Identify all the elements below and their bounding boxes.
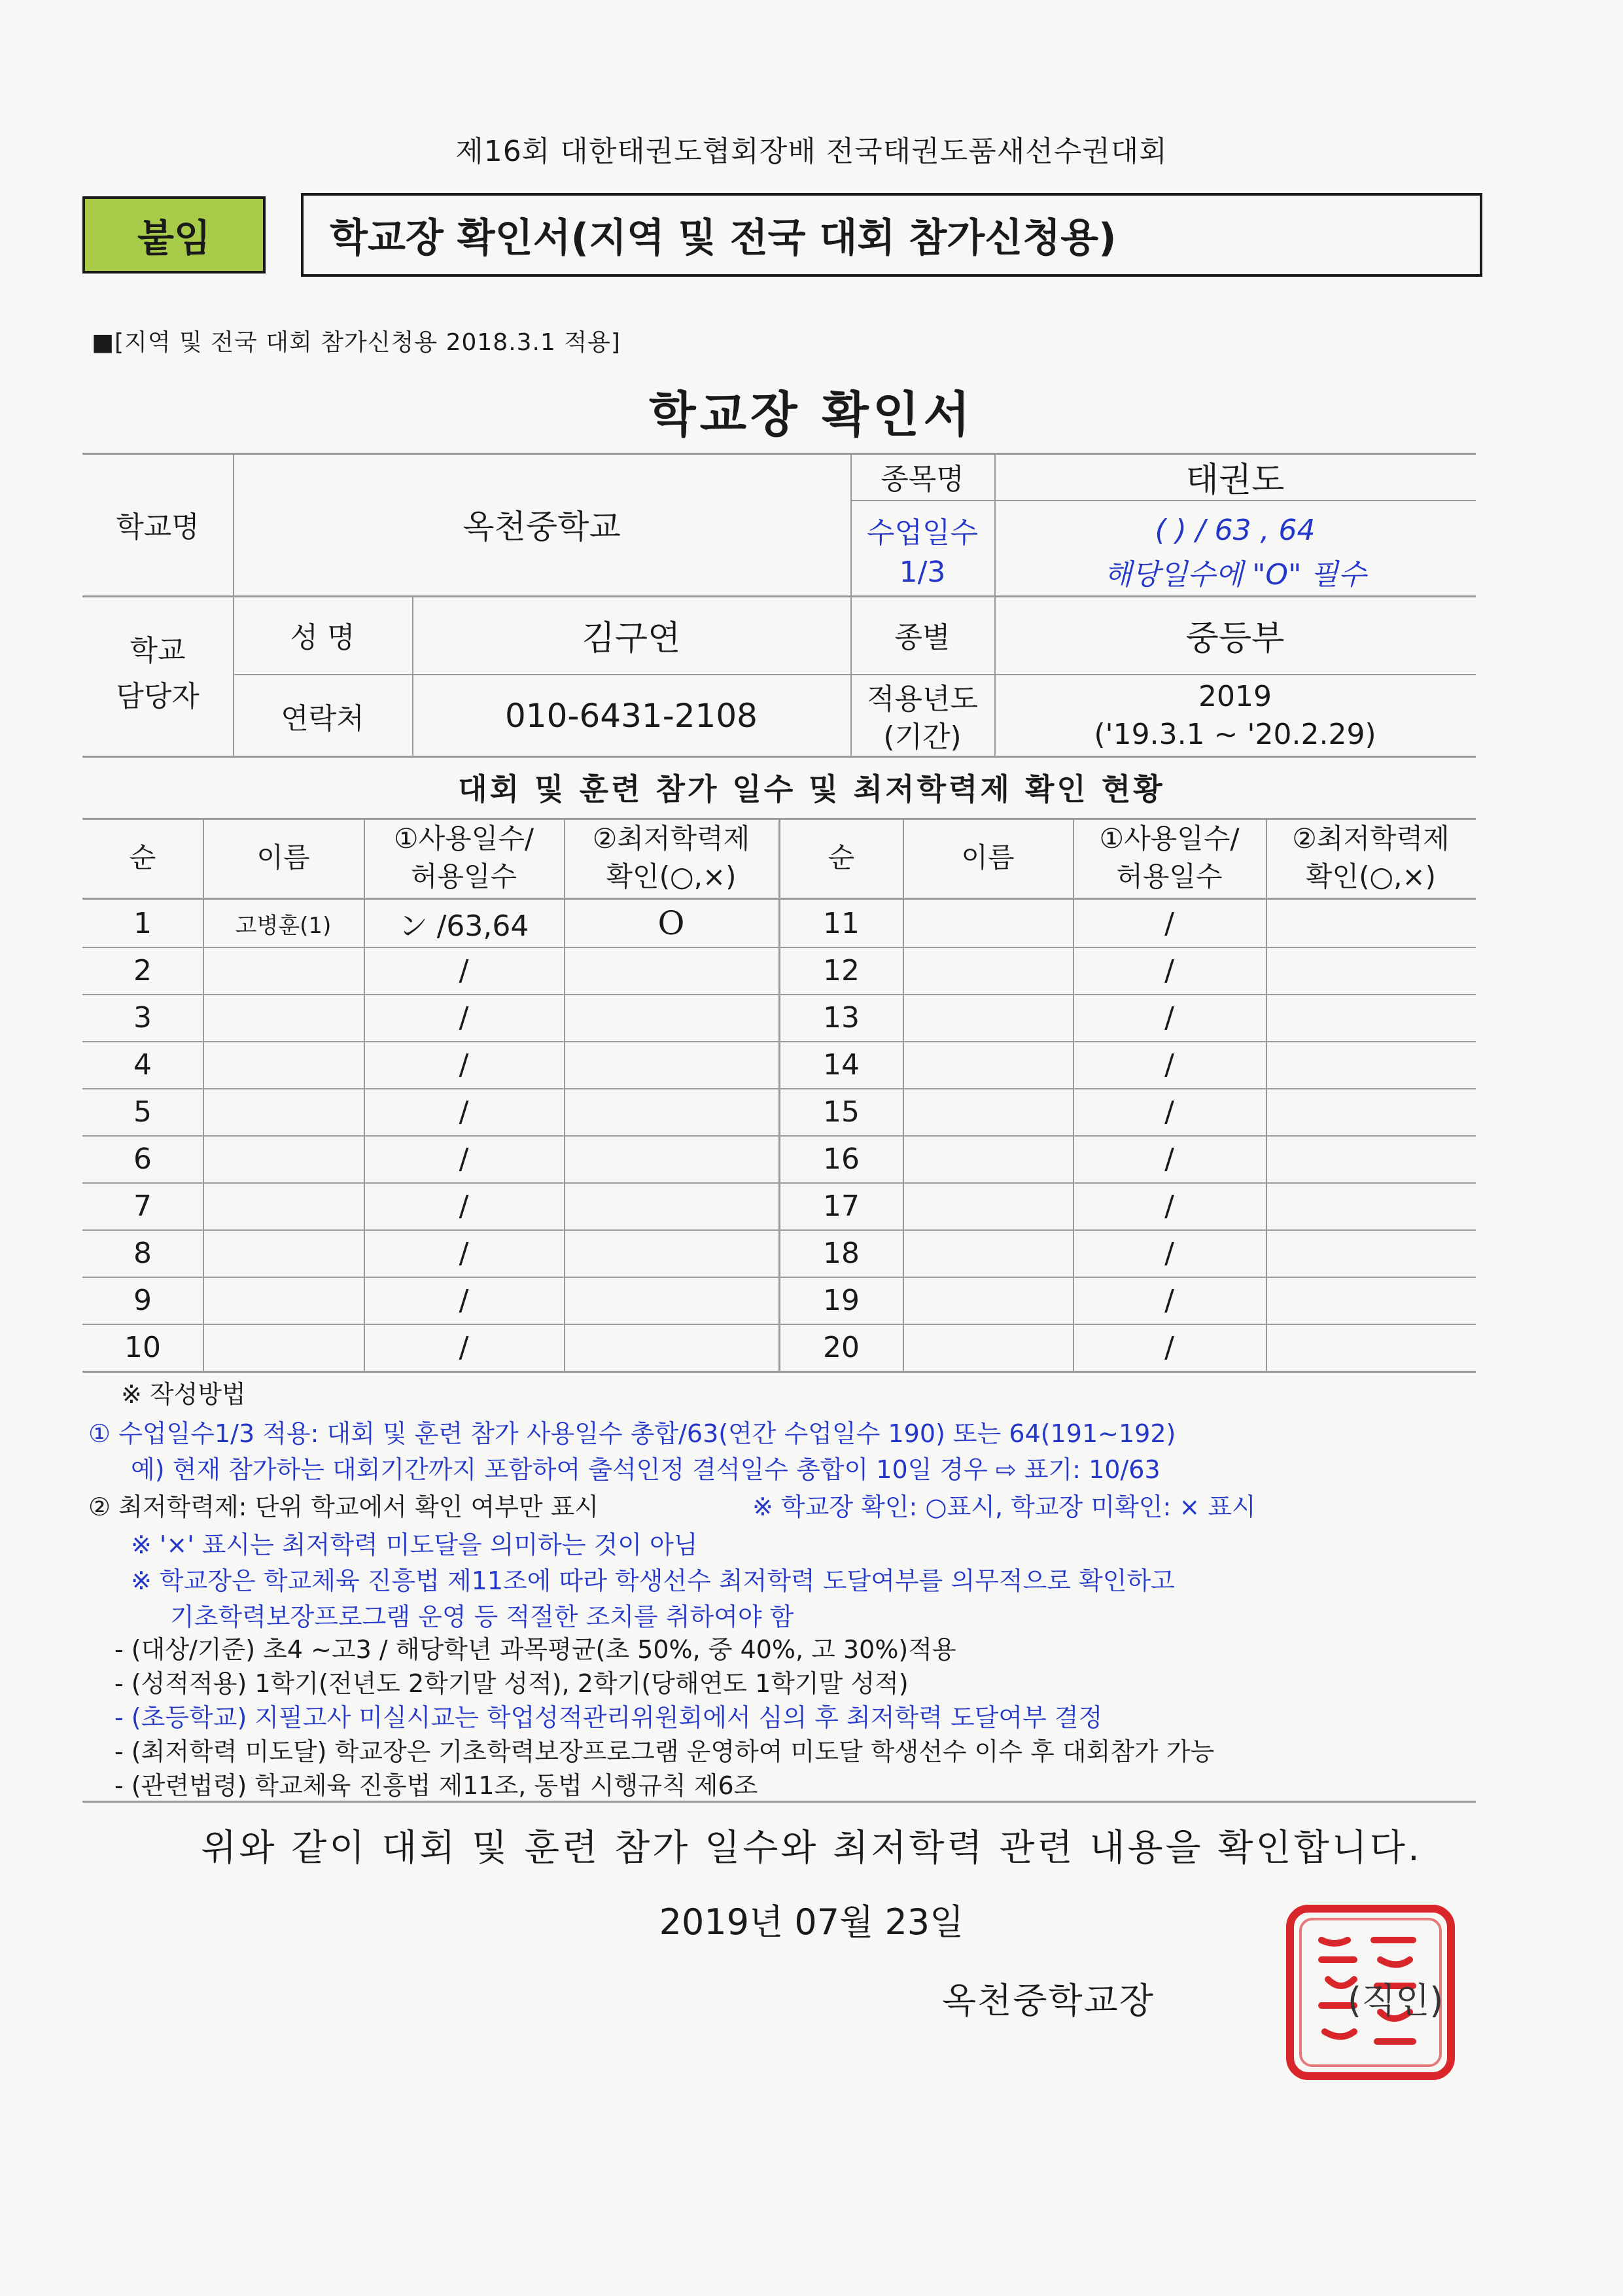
- row-conf-cell: [564, 1324, 778, 1371]
- class-days-value: ( ) / 63 , 64: [1155, 513, 1316, 547]
- row-no-cell: 6: [133, 1142, 152, 1176]
- method-line-3b: ※ 학교장 확인: ○표시, 학교장 미확인: × 표시: [752, 1492, 1256, 1521]
- confirmation-statement: 위와 같이 대회 및 훈련 참가 일수와 최저학력 관련 내용을 확인합니다.: [201, 1827, 1422, 1869]
- row-used-cell: /: [459, 953, 469, 987]
- row-no-cell: 18: [823, 1236, 860, 1270]
- row-used-cell: /: [1164, 953, 1174, 987]
- header-no-left: 순: [129, 841, 156, 874]
- row-used-cell: /: [1164, 906, 1174, 940]
- row-conf-cell: [1266, 1088, 1476, 1135]
- row-conf-cell: [1266, 1182, 1476, 1229]
- school-name-value: 옥천중학교: [462, 508, 621, 546]
- row-no-cell: 16: [823, 1142, 860, 1176]
- row-used-cell: /: [1164, 1283, 1174, 1317]
- row-name-cell: [903, 947, 1073, 994]
- row-no-cell: 2: [133, 953, 152, 987]
- header-used-right: [1073, 818, 1266, 898]
- method-line-3a: ② 최저학력제: 단위 학교에서 확인 여부만 표시: [88, 1492, 599, 1521]
- class-days-label: 수업일수: [866, 516, 978, 550]
- row-name-cell: [203, 1135, 364, 1182]
- row-no-cell: 1: [133, 906, 152, 940]
- row-used-cell: /: [1164, 1236, 1174, 1270]
- row-name-cell: [903, 1088, 1073, 1135]
- row-no-cell: 14: [823, 1048, 860, 1082]
- row-conf-cell: [1266, 1041, 1476, 1088]
- row-no-cell: 8: [133, 1236, 152, 1270]
- row-no-cell: 19: [823, 1283, 860, 1317]
- row-name-cell: [203, 1277, 364, 1324]
- row-used-cell: /: [1164, 1000, 1174, 1034]
- row-conf-cell: [1266, 947, 1476, 994]
- row-name-cell: [203, 1229, 364, 1277]
- row-used-cell: /: [459, 1283, 469, 1317]
- year-label-2: (기간): [883, 720, 962, 754]
- row-used-cell: /: [1164, 1095, 1174, 1129]
- phone-value: 010-6431-2108: [504, 696, 758, 735]
- row-no-cell: 17: [823, 1189, 860, 1223]
- row-used-cell: /: [1164, 1048, 1174, 1082]
- row-name-cell: [903, 900, 1073, 947]
- row-name-cell: [203, 994, 364, 1041]
- year-label-1: 적용년도: [866, 682, 978, 716]
- row-conf-cell: [564, 1182, 778, 1229]
- row-conf-cell: [564, 1277, 778, 1324]
- row-name-cell: [903, 1277, 1073, 1324]
- row-no-cell: 10: [124, 1330, 161, 1364]
- document-title: 학교장 확인서: [649, 387, 974, 443]
- confirmation-date: 2019년 07월 23일: [659, 1901, 964, 1943]
- staff-name-value: 김구연: [582, 618, 681, 658]
- method-line-5: ※ 학교장은 학교체육 진흥법 제11조에 따라 학생선수 최저학력 도달여부를 의무적으로 확인하고: [131, 1566, 1175, 1595]
- row-name-cell: [903, 1135, 1073, 1182]
- row-used-cell: /: [459, 1000, 469, 1034]
- header-used-line1: ①사용일수/: [1099, 822, 1240, 855]
- method-divider: [82, 1801, 1476, 1803]
- row-name-cell: [903, 1229, 1073, 1277]
- method-line-9: - (초등학교) 지필고사 미실시교는 학업성적관리위원회에서 심의 후 최저학력 도달여부 결정: [114, 1703, 1103, 1732]
- contact-label-1: 학교: [130, 634, 186, 667]
- row-no-cell: 13: [823, 1000, 860, 1034]
- row-conf-cell: O: [657, 904, 685, 942]
- row-used-cell: ン /63,64: [398, 910, 529, 943]
- method-line-6: 기초학력보장프로그램 운영 등 적절한 조치를 취하여야 함: [170, 1602, 794, 1631]
- header-used-line2: 허용일수: [1116, 860, 1223, 892]
- row-used-cell: /: [1164, 1330, 1174, 1364]
- row-no-cell: 11: [823, 906, 860, 940]
- row-no-cell: 9: [133, 1283, 152, 1317]
- row-name-cell: [203, 947, 364, 994]
- header-used-line1: ①사용일수/: [393, 822, 534, 855]
- row-used-cell: /: [459, 1048, 469, 1082]
- division-value: 중등부: [1185, 618, 1285, 658]
- status-title: 대회 및 훈련 참가 일수 및 최저학력제 확인 현황: [458, 771, 1165, 807]
- row-conf-cell: [564, 1041, 778, 1088]
- header-conf-right: [1266, 818, 1476, 898]
- row-conf-cell: [564, 1135, 778, 1182]
- row-used-cell: /: [459, 1095, 469, 1129]
- row-conf-cell: [564, 1229, 778, 1277]
- document-header-box: 학교장 확인서(지역 및 전국 대회 참가신청용): [301, 193, 1482, 277]
- competition-title: 제16회 대한태권도협회장배 전국태권도품새선수권대회: [455, 135, 1168, 168]
- header-conf-line1: ②최저학력제: [592, 822, 750, 855]
- seal-label: (직인): [1348, 1980, 1444, 2021]
- row-conf-cell: [1266, 900, 1476, 947]
- row-conf-cell: [564, 947, 778, 994]
- header-used-left: [364, 818, 564, 898]
- method-line-2: 예) 현재 참가하는 대회기간까지 포함하여 출석인정 결석일수 총합이 10일 경우 ⇨ 표기: 10/63: [131, 1455, 1161, 1484]
- row-conf-cell: [1266, 994, 1476, 1041]
- row-name-cell: [203, 1324, 364, 1371]
- header-conf-left: [564, 818, 778, 898]
- header-name-left: 이름: [256, 841, 310, 874]
- row-conf-cell: [1266, 1229, 1476, 1277]
- row-name-cell: [203, 1041, 364, 1088]
- row-conf-cell: [564, 1088, 778, 1135]
- method-line-10: - (최저학력 미도달) 학교장은 기초학력보장프로그램 운영하여 미도달 학생선수 이수 후 대회참가 가능: [114, 1737, 1215, 1766]
- header-used-line2: 허용일수: [410, 860, 517, 892]
- row-conf-cell: [1266, 1277, 1476, 1324]
- row-conf-cell: [564, 994, 778, 1041]
- method-line-7: - (대상/기준) 초4 ~고3 / 해당학년 과목평균(초 50%, 중 40%, 고 30%)적용: [114, 1635, 956, 1664]
- class-days-note: 해당일수에 "O" 필수: [1104, 558, 1367, 592]
- row-name-cell: [903, 1182, 1073, 1229]
- header-name-right: 이름: [961, 841, 1015, 874]
- row-name-cell: [203, 1088, 364, 1135]
- row-name-cell: [903, 1324, 1073, 1371]
- event-value: 태권도: [1185, 460, 1285, 500]
- school-name-label: 학교명: [116, 510, 200, 544]
- class-days-fraction: 1/3: [899, 555, 946, 589]
- row-used-cell: /: [1164, 1142, 1174, 1176]
- header-conf-line2: 확인(○,×): [606, 860, 737, 892]
- row-name-cell: 고병훈(1): [235, 912, 332, 939]
- row-used-cell: /: [459, 1330, 469, 1364]
- attachment-badge: 붙임: [82, 196, 266, 274]
- row-used-cell: /: [459, 1142, 469, 1176]
- row-no-cell: 15: [823, 1095, 860, 1129]
- method-line-1: ① 수업일수1/3 적용: 대회 및 훈련 참가 사용일수 총합/63(연간 수업일수 190) 또는 64(191~192): [88, 1419, 1176, 1448]
- method-line-4: ※ '×' 표시는 최저학력 미도달을 의미하는 것이 아님: [131, 1530, 698, 1559]
- row-used-cell: /: [1164, 1189, 1174, 1223]
- row-no-cell: 7: [133, 1189, 152, 1223]
- row-conf-cell: [1266, 1324, 1476, 1371]
- header-conf-line1: ②최저학력제: [1292, 822, 1450, 855]
- principal-name: 옥천중학교장: [942, 1980, 1155, 2021]
- method-line-11: - (관련법령) 학교체육 진흥법 제11조, 동법 시행규칙 제6조: [114, 1771, 758, 1800]
- phone-label: 연락처: [281, 701, 364, 735]
- header-no-right: 순: [828, 841, 855, 874]
- row-no-cell: 20: [823, 1330, 860, 1364]
- row-used-cell: /: [459, 1189, 469, 1223]
- header-conf-line2: 확인(○,×): [1305, 860, 1437, 892]
- contact-label-2: 담당자: [116, 680, 200, 713]
- row-name-cell: [903, 994, 1073, 1041]
- row-name-cell: [903, 1041, 1073, 1088]
- staff-name-label: 성 명: [290, 621, 355, 654]
- method-title: ※ 작성방법: [121, 1380, 246, 1409]
- row-used-cell: /: [459, 1236, 469, 1270]
- year-value: 2019: [1198, 679, 1272, 713]
- row-no-cell: 4: [133, 1048, 152, 1082]
- row-no-cell: 12: [823, 953, 860, 987]
- method-line-8: - (성적적용) 1학기(전년도 2학기말 성적), 2학기(당해연도 1학기말 성적): [114, 1669, 909, 1698]
- applicable-note: ■[지역 및 전국 대회 참가신청용 2018.3.1 적용]: [92, 329, 621, 356]
- division-label: 종별: [894, 621, 951, 654]
- event-label: 종목명: [881, 463, 964, 496]
- row-no-cell: 3: [133, 1000, 152, 1034]
- row-name-cell: [203, 1182, 364, 1229]
- row-no-cell: 5: [133, 1095, 152, 1129]
- row-conf-cell: [1266, 1135, 1476, 1182]
- year-period: ('19.3.1 ~ '20.2.29): [1094, 717, 1376, 751]
